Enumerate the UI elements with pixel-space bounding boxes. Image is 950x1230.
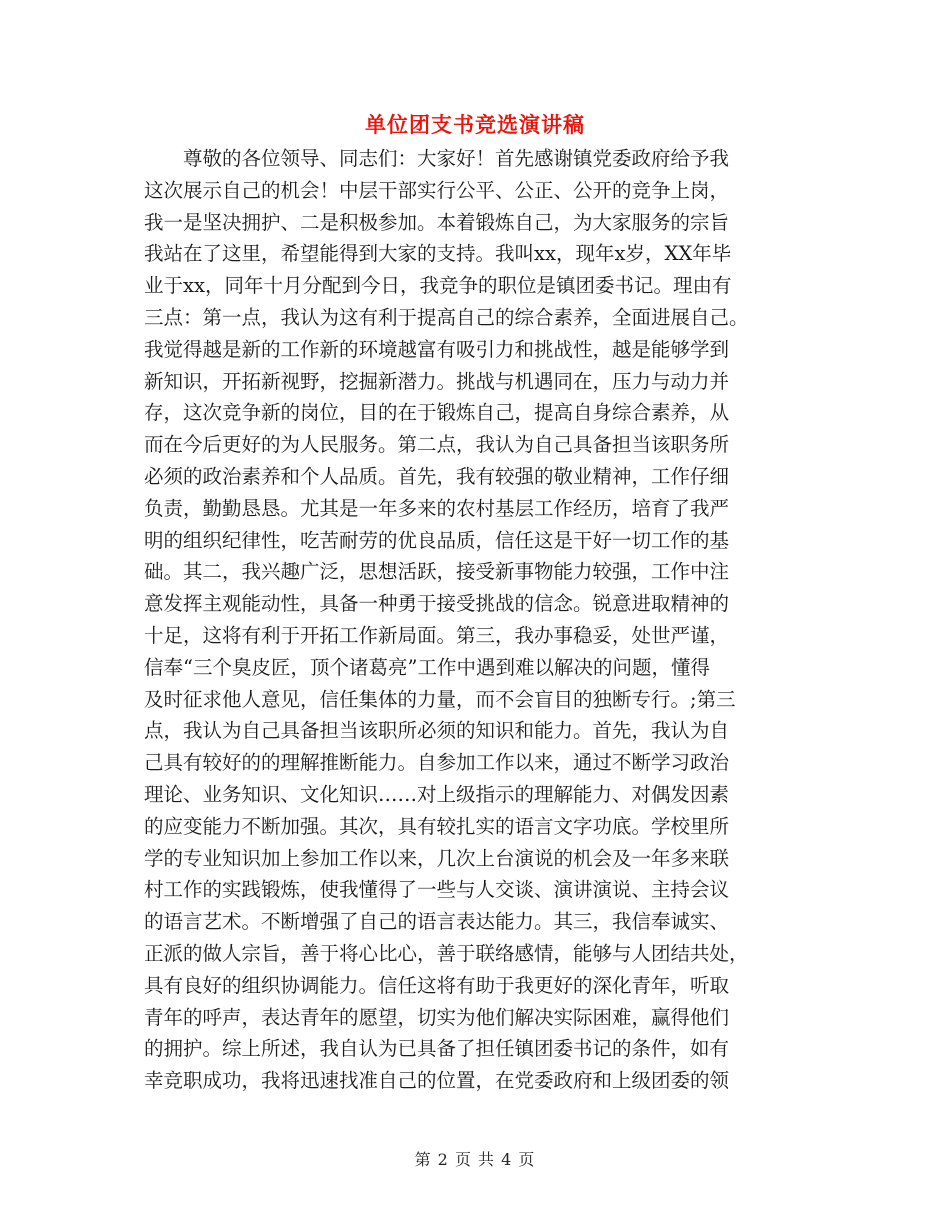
body-line: 青年的呼声，表达青年的愿望，切实为他们解决实际困难，赢得他们 — [144, 1005, 730, 1029]
body-line: 明的组织纪律性，吃苦耐劳的优良品质，信任这是干好一切工作的基 — [144, 528, 730, 552]
body-line: 幸竞职成功，我将迅速找准自己的位置，在党委政府和上级团委的领 — [144, 1069, 730, 1093]
document-title: 单位团支书竞选演讲稿 — [365, 112, 585, 137]
body-line: 我一是坚决拥护、二是积极参加。本着锻炼自己，为大家服务的宗旨 — [144, 210, 730, 234]
body-line: 正派的做人宗旨，善于将心比心，善于联络感情，能够与人团结共处， — [144, 941, 749, 965]
body-line: 理论、业务知识、文化知识……对上级指示的理解能力、对偶发因素 — [144, 782, 730, 806]
body-line: 础。其二，我兴趣广泛，思想活跃，接受新事物能力较强，工作中注 — [144, 560, 730, 584]
body-line: 的应变能力不断加强。其次，具有较扎实的语言文字功底。学校里所 — [144, 814, 730, 838]
body-line: 必须的政治素养和个人品质。首先，我有较强的敬业精神，工作仔细 — [144, 464, 730, 488]
body-line: 己具有较好的的理解推断能力。自参加工作以来，通过不断学习政治 — [144, 751, 730, 775]
body-line: 点，我认为自己具备担当该职所必须的知识和能力。首先，我认为自 — [144, 719, 730, 743]
body-line: 十足，这将有利于开拓工作新局面。第三，我办事稳妥，处世严谨， — [144, 623, 730, 647]
body-line: 尊敬的各位领导、同志们：大家好！首先感谢镇党委政府给予我 — [144, 147, 730, 170]
body-line: 负责，勤勤恳恳。尤其是一年多来的农村基层工作经历，培育了我严 — [144, 496, 730, 520]
body-line: 信奉“三个臭皮匠，顶个诸葛亮”工作中遇到难以解决的问题，懂得 — [144, 655, 710, 679]
body-line: 而在今后更好的为人民服务。第二点，我认为自己具备担当该职务所 — [144, 433, 730, 457]
body-line: 存，这次竞争新的岗位，目的在于锻炼自己，提高自身综合素养，从 — [144, 401, 730, 425]
body-line: 三点：第一点，我认为这有利于提高自己的综合素养，全面进展自己。 — [144, 305, 749, 329]
body-line: 新知识，开拓新视野，挖掘新潜力。挑战与机遇同在，压力与动力并 — [144, 369, 730, 393]
body-line: 的拥护。综上所述，我自认为已具备了担任镇团委书记的条件，如有 — [144, 1037, 730, 1061]
body-line: 这次展示自己的机会！中层干部实行公平、公正、公开的竞争上岗， — [144, 178, 730, 202]
body-line: 业于xx，同年十月分配到今日，我竞争的职位是镇团委书记。理由有 — [144, 274, 732, 298]
page-number-footer: 第 2 页 共 4 页 — [414, 1150, 536, 1169]
document-body — [144, 143, 814, 1097]
body-line: 及时征求他人意见，信任集体的力量，而不会盲目的独断专行。;第三 — [144, 687, 736, 711]
body-line: 我站在了这里，希望能得到大家的支持。我叫xx，现年x岁，XX年毕 — [144, 242, 732, 266]
body-line: 的语言艺术。不断增强了自己的语言表达能力。其三，我信奉诚实、 — [144, 910, 730, 934]
body-line: 意发挥主观能动性，具备一种勇于接受挑战的信念。锐意进取精神的 — [144, 592, 730, 616]
body-line: 学的专业知识加上参加工作以来，几次上台演说的机会及一年多来联 — [144, 846, 730, 870]
body-line: 我觉得越是新的工作新的环境越富有吸引力和挑战性，越是能够学到 — [144, 337, 730, 361]
body-line: 村工作的实践锻炼，使我懂得了一些与人交谈、演讲演说、主持会议 — [144, 878, 730, 902]
body-line: 具有良好的组织协调能力。信任这将有助于我更好的深化青年，听取 — [144, 973, 730, 997]
